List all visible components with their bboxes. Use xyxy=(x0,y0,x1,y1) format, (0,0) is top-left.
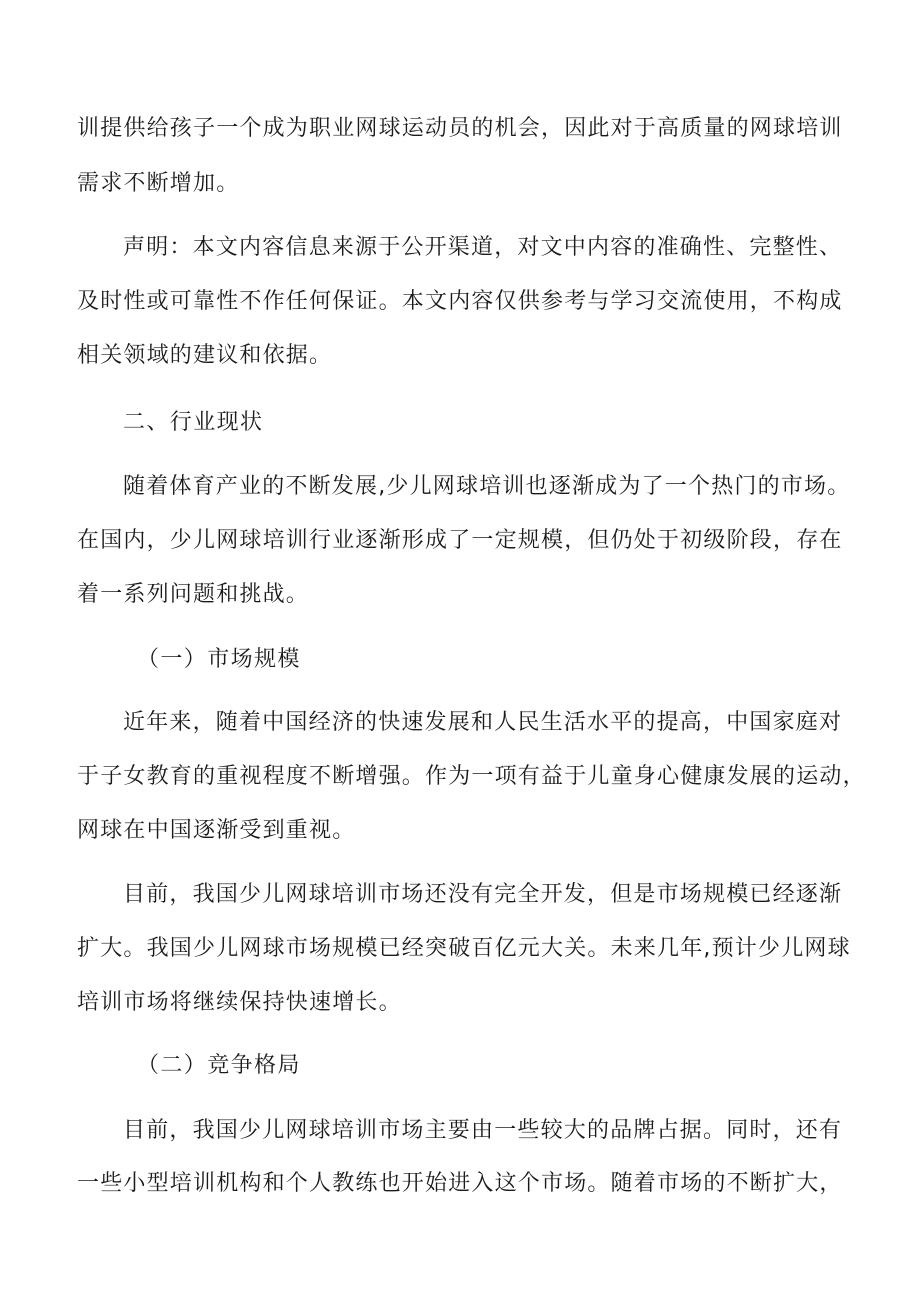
disclaimer-line: 相关领域的建议和依据。 xyxy=(77,343,333,368)
disclaimer-line: 及时性或可靠性不作任何保证。本文内容仅供参考与学习交流使用，不构成 xyxy=(77,289,843,314)
body-text-line: 在国内，少儿网球培训行业逐渐形成了一定规模，但仍处于初级阶段，存在 xyxy=(77,528,843,553)
subsection-heading: （一）市场规模 xyxy=(137,647,301,672)
body-text-line: 培训市场将继续保持快速增长。 xyxy=(77,990,402,1015)
body-text-line: 于子女教育的重视程度不断增强。作为一项有益于儿童身心健康发展的运动， xyxy=(77,764,866,789)
body-text-line: 随着体育产业的不断发展,少儿网球培训也逐渐成为了一个热门的市场。 xyxy=(123,474,851,499)
body-text-line: 近年来，随着中国经济的快速发展和人民生活水平的提高，中国家庭对 xyxy=(123,710,843,735)
body-text-line: 网球在中国逐渐受到重视。 xyxy=(77,818,356,843)
disclaimer-line: 声明：本文内容信息来源于公开渠道，对文中内容的准确性、完整性、 xyxy=(123,235,843,260)
body-text-line: 一些小型培训机构和个人教练也开始进入这个市场。随着市场的不断扩大， xyxy=(77,1171,843,1196)
body-text-line: 目前，我国少儿网球培训市场还没有完全开发，但是市场规模已经逐渐 xyxy=(123,882,843,907)
body-text-line: 着一系列问题和挑战。 xyxy=(77,582,310,607)
body-text-line: 扩大。我国少儿网球市场规模已经突破百亿元大关。未来几年,预计少儿网球 xyxy=(77,936,851,961)
body-text-line: 训提供给孩子一个成为职业网球运动员的机会，因此对于高质量的网球培训 xyxy=(77,116,843,141)
body-text-line: 目前，我国少儿网球培训市场主要由一些较大的品牌占据。同时，还有 xyxy=(123,1118,843,1143)
body-text-line: 需求不断增加。 xyxy=(77,171,240,196)
section-heading: 二、行业现状 xyxy=(123,410,264,435)
subsection-heading: （二）竞争格局 xyxy=(137,1053,301,1078)
